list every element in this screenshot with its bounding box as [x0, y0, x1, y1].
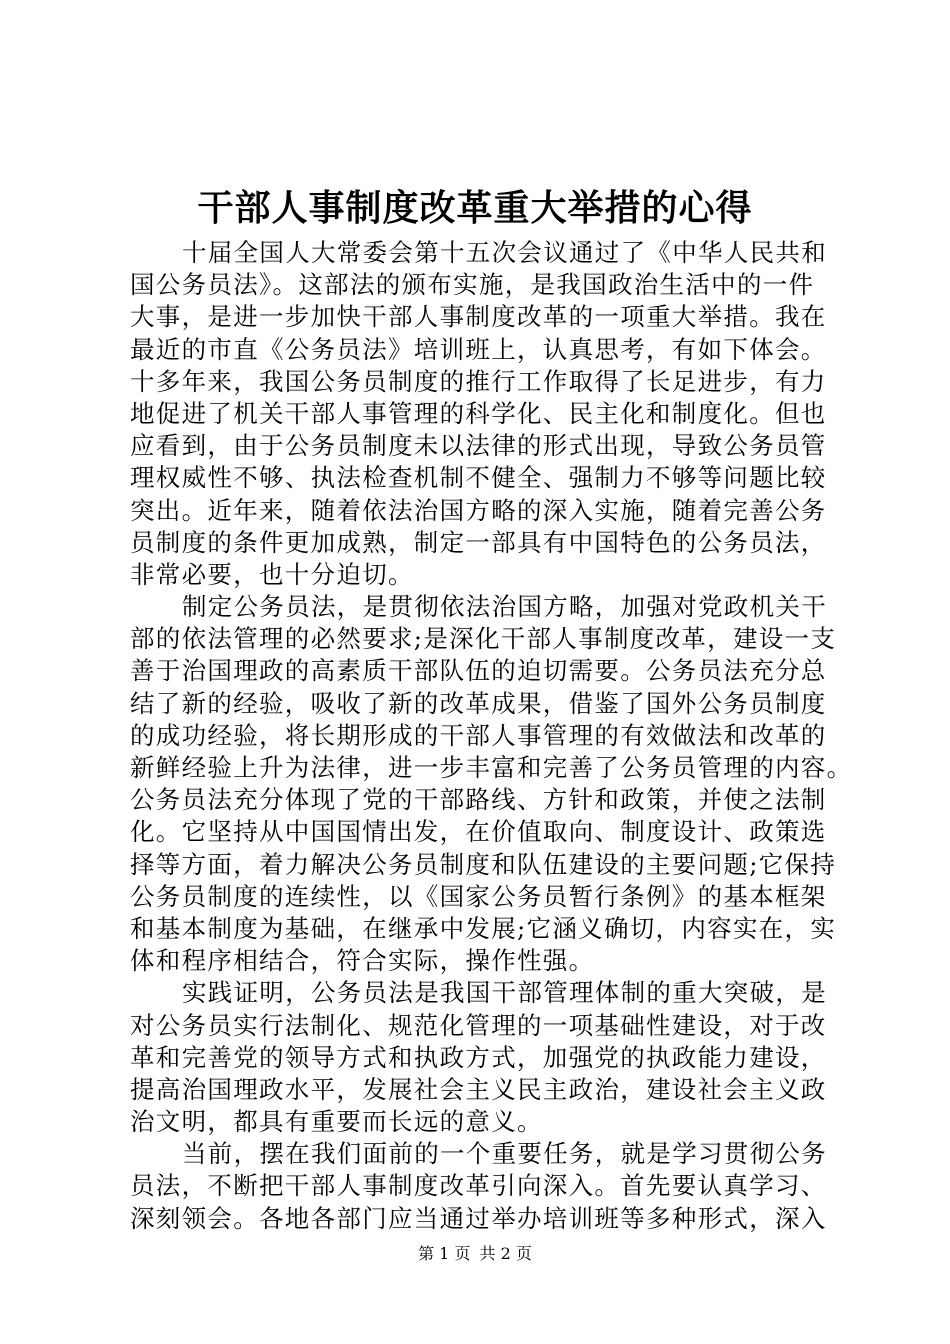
text-line: 新鲜经验上升为法律，进一步丰富和完善了公务员管理的内容。 — [130, 753, 853, 782]
text-line: 十多年来，我国公务员制度的推行工作取得了长足进步，有力 — [130, 366, 827, 396]
text-line: 应看到，由于公务员制度未以法律的形式出现，导致公务员管 — [130, 431, 827, 461]
text-line: 公务员法充分体现了党的干部路线、方针和政策，并使之法制 — [130, 785, 827, 815]
text-line: 当前，摆在我们面前的一个重要任务，就是学习贯彻公务 — [182, 1139, 827, 1169]
text-line: 部的依法管理的必然要求;是深化干部人事制度改革，建设一支 — [130, 624, 837, 654]
text-line: 结了新的经验，吸收了新的改革成果，借鉴了国外公务员制度 — [130, 688, 827, 718]
text-line: 的成功经验，将长期形成的干部人事管理的有效做法和改革的 — [130, 720, 827, 750]
text-line: 治文明，都具有重要而长远的意义。 — [130, 1107, 543, 1137]
document-title: 干部人事制度改革重大举措的心得 — [197, 187, 753, 229]
text-line: 公务员制度的连续性，以《国家公务员暂行条例》的基本框架 — [130, 881, 827, 911]
text-line: 非常必要，也十分迫切。 — [130, 559, 414, 589]
text-line: 实践证明，公务员法是我国干部管理体制的重大突破，是 — [182, 978, 827, 1008]
text-line: 化。它坚持从中国国情出发，在价值取向、制度设计、政策选 — [130, 817, 827, 847]
text-line: 国公务员法》。这部法的颁布实施，是我国政治生活中的一件 — [130, 270, 815, 300]
document-body — [130, 237, 853, 1235]
text-line: 提高治国理政水平，发展社会主义民主政治，建设社会主义政 — [130, 1074, 827, 1104]
text-line: 体和程序相结合，符合实际，操作性强。 — [130, 946, 595, 976]
text-line: 革和完善党的领导方式和执政方式，加强党的执政能力建设， — [130, 1042, 827, 1072]
text-line: 深刻领会。各地各部门应当通过举办培训班等多种形式，深入 — [130, 1203, 827, 1233]
text-line: 和基本制度为基础，在继承中发展;它涵义确切，内容实在，实 — [130, 913, 837, 943]
text-line: 地促进了机关干部人事管理的科学化、民主化和制度化。但也 — [130, 398, 827, 428]
text-line: 择等方面，着力解决公务员制度和队伍建设的主要问题;它保持 — [130, 849, 837, 879]
text-line: 制定公务员法，是贯彻依法治国方略，加强对党政机关干 — [182, 592, 827, 622]
page-total: 共 2 页 — [479, 1244, 532, 1263]
text-line: 最近的市直《公务员法》培训班上，认真思考，有如下体会。 — [130, 334, 827, 364]
text-line: 员制度的条件更加成熟，制定一部具有中国特色的公务员法， — [130, 527, 827, 557]
page-number: 第 1 页 — [418, 1244, 471, 1263]
text-line: 理权威性不够、执法检查机制不健全、强制力不够等问题比较 — [130, 463, 827, 493]
text-line: 十届全国人大常委会第十五次会议通过了《中华人民共和 — [182, 238, 827, 267]
text-line: 大事，是进一步加快干部人事制度改革的一项重大举措。我在 — [130, 302, 827, 332]
page-footer — [0, 1243, 950, 1265]
text-line: 突出。近年来，随着依法治国方略的深入实施，随着完善公务 — [130, 495, 827, 525]
text-line: 对公务员实行法制化、规范化管理的一项基础性建设，对于改 — [130, 1010, 827, 1040]
text-line: 善于治国理政的高素质干部队伍的迫切需要。公务员法充分总 — [130, 656, 827, 686]
text-line: 员法，不断把干部人事制度改革引向深入。首先要认真学习、 — [130, 1171, 827, 1201]
